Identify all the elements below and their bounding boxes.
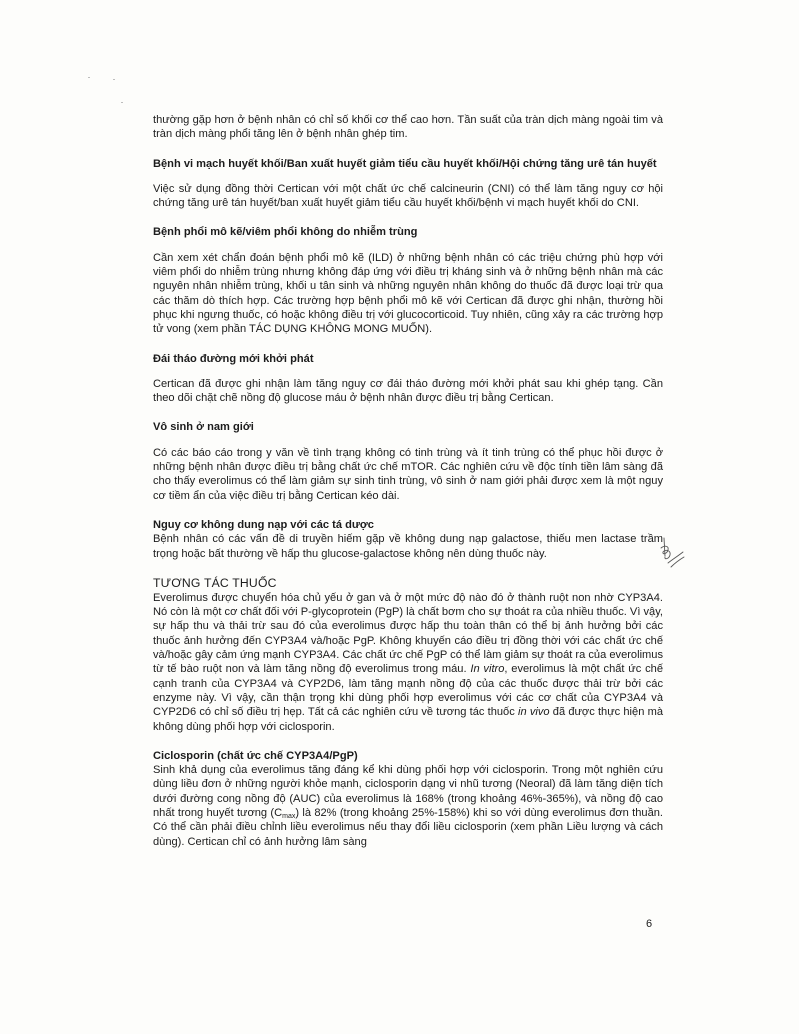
cmax-subscript: max — [282, 812, 296, 820]
section-heading-interstitial-lung-disease: Bệnh phổi mô kẽ/viêm phổi không do nhiễm trùng — [153, 226, 418, 239]
section-body-new-onset-diabetes: Certican đã được ghi nhận làm tăng nguy cơ đái tháo đường mới khởi phát sau khi ghép tạng. Cần theo dõi chặt chẽ nồng độ glucose máu ở bệnh nhân được điều trị bằng Certican. — [153, 377, 663, 405]
section-body-thrombotic-microangiopathy: Việc sử dụng đồng thời Certican với một chất ức chế calcineurin (CNI) có thể làm tăng nguy cơ hội chứng tăng urê tán huyết/ban xuất huyết giảm tiểu cầu huyết khối/bệnh vi mạch huyết khối do CNI. — [153, 182, 663, 210]
page-number: 6 — [646, 918, 653, 930]
section-heading-new-onset-diabetes: Đái tháo đường mới khởi phát — [153, 352, 314, 365]
ciclosporin-body — [153, 763, 663, 849]
ciclosporin-body-part2: ) là 82% (trong khoảng 25%-158%) khi so với dùng everolimus đơn thuần. Có thể cần phải điều chỉnh liều everolimus nếu thay đổi liều ciclosporin (xem phần Liều lượng và cách dùng). Certican chỉ có ảnh hưởng lâm sàng — [153, 806, 663, 848]
in-vitro-term: In vitro — [470, 663, 505, 676]
interactions-body-part2: , everolimus là một chất ức chế cạnh tranh của CYP3A4 và CYP2D6, làm tăng mạnh nồng độ của các thuốc được thải trừ bởi các enzyme này. Vì vậy, cần thận trọng khi dùng phối hợp everolimus với các cơ chất của CYP3A4 và CYP2D6 có chỉ số điều trị hẹp. Tất cả các nghiên cứu về tương tác thuốc — [153, 663, 663, 719]
document-page — [153, 113, 663, 849]
ciclosporin-body-part1: Sinh khả dụng của everolimus tăng đáng kể khi dùng phối hợp với ciclosporin. Trong một nghiên cứu dùng liều đơn ở những người khỏe mạnh, ciclosporin dạng vi nhũ tương (Neoral) đã làm tăng diện tích dưới đường cong nồng độ (AUC) của everolimus là 168% (trong khoảng 46%-365%), và nồng độ cao nhất trong huyết tương (C — [153, 764, 663, 819]
interactions-title: TƯƠNG TÁC THUỐC — [153, 575, 277, 590]
handwritten-initial-mark — [655, 536, 685, 572]
section-heading-thrombotic-microangiopathy: Bệnh vi mạch huyết khối/Ban xuất huyết giảm tiểu cầu huyết khối/Hội chứng tăng urê tán huyết — [153, 157, 657, 170]
section-heading-male-infertility: Vô sinh ở nam giới — [153, 421, 254, 434]
interactions-body-part1: Everolimus được chuyển hóa chủ yếu ở gan và ở một mức độ nào đó ở thành ruột non nhờ CYP3A4. Nó còn là một cơ chất đối với P-glycoprotein (PgP) là chất bơm cho sự thoát ra của nhiều thuốc. Vì vậy, sự hấp thu và thải trừ sau đó của everolimus được hấp thu toàn thân có thể bị ảnh hưởng bởi các thuốc ảnh hưởng đến CYP3A4 và/hoặc PgP. Không khuyến cáo điều trị đồng thời với các chất ức chế và/hoặc gây cảm ứng mạnh CYP3A4. Các chất ức chế PgP có thể làm giảm sự thoát ra của everolimus từ tế bào ruột non và làm tăng nồng độ everolimus trong máu. — [153, 591, 664, 676]
ciclosporin-heading: Ciclosporin (chất ức chế CYP3A4/PgP) — [153, 749, 358, 762]
section-body-male-infertility: Có các báo cáo trong y văn về tình trạng không có tinh trùng và ít tinh trùng có thể phục hồi được ở những bệnh nhân được điều trị bằng chất ức chế mTOR. Các nghiên cứu về độc tính tiền lâm sàng đã cho thấy everolimus có thể làm giảm sự sinh tinh trùng, vô sinh ở nam giới phải được xem là một nguy cơ tiềm ẩn của việc điều trị bằng Certican kéo dài. — [153, 446, 663, 502]
section-body-interstitial-lung-disease: Cần xem xét chẩn đoán bệnh phổi mô kẽ (ILD) ở những bệnh nhân có các triệu chứng phù hợp với viêm phổi do nhiễm trùng nhưng không đáp ứng với điều trị kháng sinh và ở những bệnh nhân mà các nguyên nhân nhiễm trùng, khối u tân sinh và những nguyên nhân không do thuốc đã được loại trừ qua các thăm dò thích hợp. Các trường hợp bệnh phổi mô kẽ với Certican đã được ghi nhận, thường hồi phục khi ngưng thuốc, có hoặc không điều trị với glucocorticoid. Tuy nhiên, cũng xảy ra các trường hợp tử vong (xem phần TÁC DỤNG KHÔNG MONG MUỐN). — [153, 251, 663, 336]
section-heading-excipient-intolerance: Nguy cơ không dung nạp với các tá dược — [153, 518, 374, 531]
interactions-body — [153, 591, 663, 734]
intro-paragraph: thường gặp hơn ở bệnh nhân có chỉ số khối cơ thể cao hơn. Tần suất của tràn dịch màng ngoài tim và tràn dịch màng phổi tăng lên ở bệnh nhân ghép tim. — [153, 114, 663, 141]
section-body-excipient-intolerance: Bệnh nhân có các vấn đề di truyền hiếm gặp về không dung nạp galactose, thiếu men lactase trầm trọng hoặc bất thường về hấp thu glucose-galactose không nên dùng thuốc này. — [153, 533, 663, 560]
in-vivo-term: in vivo — [517, 706, 550, 719]
interactions-body-part3: đã được thực hiện mà không dùng phối hợp với ciclosporin. — [153, 706, 663, 733]
